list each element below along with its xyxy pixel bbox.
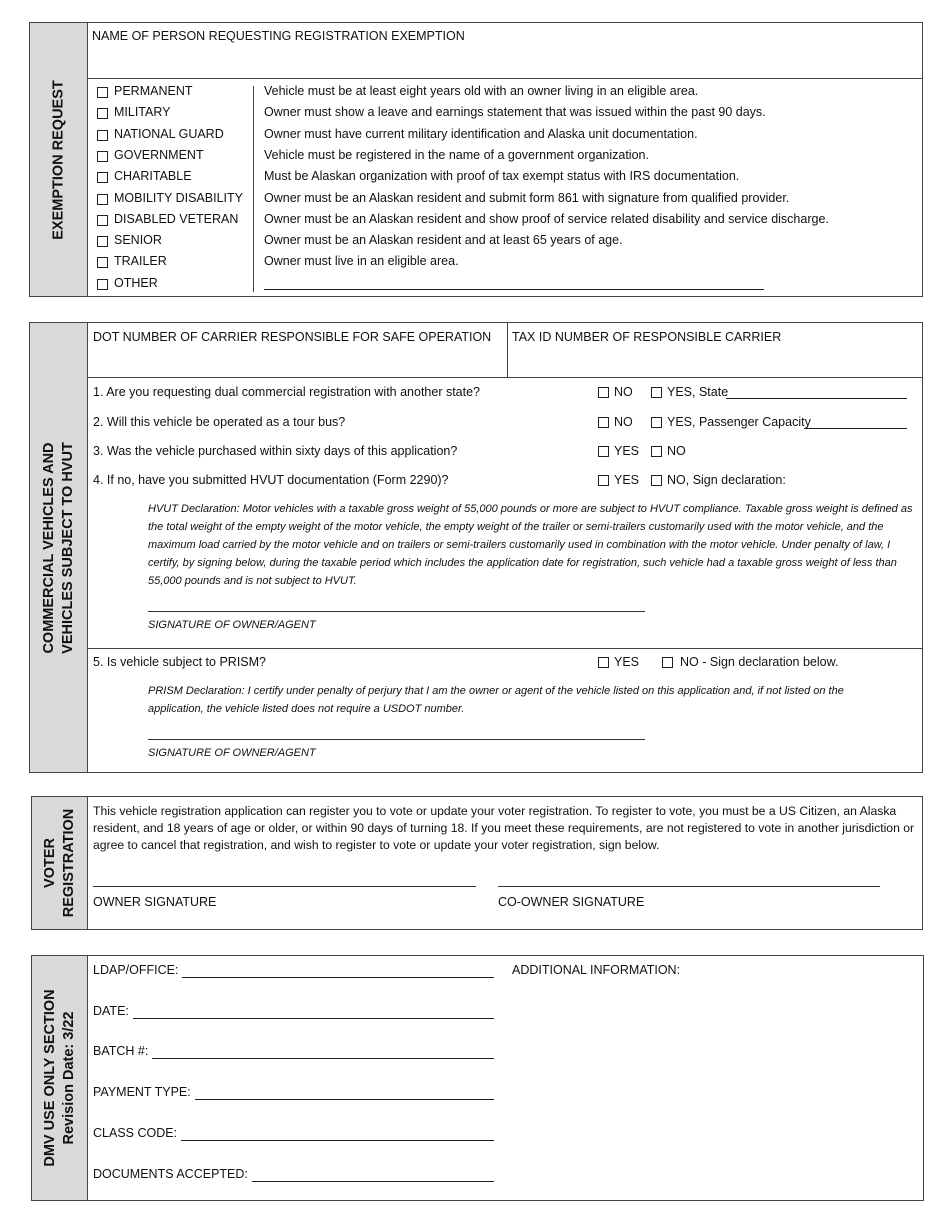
dot-number-label: DOT NUMBER OF CARRIER RESPONSIBLE FOR SAFE OPERATION [93,330,492,344]
hvut-declaration: HVUT Declaration: Motor vehicles with a taxable gross weight of 55,000 pounds or more are subject to HVUT compliance. Taxable gross weight is defined as the total weight of the empty weight of the motor vehicle, the empty weight of the trailer or semi-trailers customarily used with the motor vehicle, and the maximum load carried by the motor vehicle and on trailers or semi-trailers customarily used in combination with the motor vehicle. Under penalty of law, I certify, by signing below, during the taxable period which includes the application date for registration, such vehicle had a taxable gross weight of less than 55,000 pounds and is not subject to HVUT. [148,503,913,587]
additional-info-label: ADDITIONAL INFORMATION: [512,963,681,977]
voter-side-label [41,809,79,917]
question-4: 4. If no, have you submitted HVUT documentation (Form 2290)? [93,473,449,487]
q5-no-checkbox[interactable] [662,657,673,668]
hvut-signature-line[interactable] [148,611,645,612]
dmv-side-label-line2: Revision Date: 3/22 [60,1011,77,1145]
owner-signature-label: OWNER SIGNATURE [93,895,217,909]
exemption-request-section [29,22,923,297]
exemption-requirement: Vehicle must be at least eight years old with an owner living in an eligible area. [264,84,699,98]
exemption-checkbox[interactable] [97,236,108,247]
q1-yes-label: YES, State [667,385,729,399]
exemption-checkbox[interactable] [97,130,108,141]
dmv-field-label: BATCH #: [93,1044,149,1059]
commercial-side-label-line1: COMMERCIAL VEHICLES AND [40,441,57,654]
voter-side-label-line1: VOTER [41,838,58,888]
question-3: 3. Was the vehicle purchased within sixty days of this application? [93,444,458,458]
divider [253,86,254,292]
divider [88,78,922,79]
exemption-requirement: Owner must be an Alaskan resident and submit form 861 with signature from qualified provider. [264,190,790,205]
exemption-type-label: MILITARY [114,105,171,120]
q4-yes-label: YES [614,473,640,487]
exemption-type-label: OTHER [114,275,158,290]
divider [88,377,922,378]
commercial-side-panel [30,323,88,772]
exemption-checkbox[interactable] [97,215,108,226]
passenger-capacity-line[interactable] [804,428,907,429]
exemption-requirement: Owner must show a leave and earnings statement that was issued within the past 90 days. [264,105,766,120]
coowner-signature-label: CO-OWNER SIGNATURE [498,895,645,909]
dmv-field-input-line[interactable] [133,1018,494,1019]
exemption-type-label: DISABLED VETERAN [114,211,239,226]
exemption-checkbox[interactable] [97,194,108,205]
q4-no-checkbox[interactable] [651,475,662,486]
exemption-type-label: NATIONAL GUARD [114,126,224,141]
exemption-type-label: MOBILITY DISABILITY [114,190,243,205]
exemption-requirement: Owner must be an Alaskan resident and show proof of service related disability and service discharge. [264,211,829,226]
commercial-vehicles-section [29,322,923,773]
dmv-side-panel [32,956,88,1200]
exemption-side-label: EXEMPTION REQUEST [50,79,66,240]
exemption-type-label: SENIOR [114,233,162,248]
commercial-side-label-line2: VEHICLES SUBJECT TO HVUT [59,441,76,654]
prism-signature-label: SIGNATURE OF OWNER/AGENT [148,747,316,759]
question-1: 1. Are you requesting dual commercial registration with another state? [93,385,481,399]
exemption-checkbox[interactable] [97,87,108,98]
coowner-signature-line[interactable] [498,886,880,887]
dmv-field-input-line[interactable] [182,977,494,978]
exemption-type-label: CHARITABLE [114,169,192,184]
dmv-field-input-line[interactable] [252,1181,494,1182]
exemption-checkbox[interactable] [97,108,108,119]
q5-yes-label: YES [614,655,640,669]
dmv-side-label-line1: DMV USE ONLY SECTION [41,989,58,1167]
question-2: 2. Will this vehicle be operated as a tour bus? [93,415,346,429]
dmv-field-label: DATE: [93,1003,129,1018]
divider [507,323,508,377]
q1-no-label: NO [614,385,633,399]
exemption-type-label: TRAILER [114,254,167,269]
exemption-side-panel [30,23,88,296]
voter-side-panel [32,797,88,929]
exemption-checkbox[interactable] [97,279,108,290]
q2-yes-label: YES, Passenger Capacity [667,415,811,429]
divider [88,648,922,649]
dmv-side-label [41,989,79,1166]
q3-yes-label: YES [614,444,640,458]
dmv-field-input-line[interactable] [195,1099,494,1100]
dmv-field-label: CLASS CODE: [93,1125,178,1140]
name-label: NAME OF PERSON REQUESTING REGISTRATION EXEMPTION [92,29,465,43]
exemption-type-label: PERMANENT [114,84,193,98]
prism-declaration: PRISM Declaration: I certify under penalty of perjury that I am the owner or agent of the vehicle listed on this application and, if not listed on the application, the vehicle listed does not require a USDOT number. [148,685,844,715]
q5-no-label: NO - Sign declaration below. [680,655,839,669]
q1-yes-checkbox[interactable] [651,387,662,398]
exemption-checkbox[interactable] [97,151,108,162]
dmv-field-input-line[interactable] [152,1058,494,1059]
q3-no-label: NO [667,444,686,458]
exemption-checkbox[interactable] [97,257,108,268]
q2-no-label: NO [614,415,633,429]
voter-text: This vehicle registration application can register you to vote or update your voter registration. To register to vote, you must be a US Citizen, an Alaska resident, and 18 years of age or older, or within 90 days of turning 18. If you meet these requirements, are not registered to vote in another jurisdiction or agree to cancel that registration, and wish to register to vote or update your voter registration, sign below. [93,804,915,852]
state-input-line[interactable] [726,398,907,399]
voter-registration-section [31,796,923,930]
q3-no-checkbox[interactable] [651,446,662,457]
exemption-checkbox[interactable] [97,172,108,183]
q3-yes-checkbox[interactable] [598,446,609,457]
exemption-type-label: GOVERNMENT [114,147,204,162]
prism-signature-line[interactable] [148,739,645,740]
q1-no-checkbox[interactable] [598,387,609,398]
exemption-requirement: Must be Alaskan organization with proof of tax exempt status with IRS documentation. [264,169,740,184]
commercial-side-label [40,442,78,654]
hvut-signature-label: SIGNATURE OF OWNER/AGENT [148,619,316,631]
q4-yes-checkbox[interactable] [598,475,609,486]
dmv-field-input-line[interactable] [181,1140,494,1141]
exemption-requirement: Owner must have current military identification and Alaska unit documentation. [264,126,698,141]
dmv-use-only-section [31,955,924,1201]
voter-side-label-line2: REGISTRATION [60,808,77,918]
dmv-field-label: LDAP/OFFICE: [93,963,179,977]
q2-yes-checkbox[interactable] [651,417,662,428]
owner-signature-line[interactable] [93,886,476,887]
q4-no-label: NO, Sign declaration: [667,473,786,487]
tax-id-label: TAX ID NUMBER OF RESPONSIBLE CARRIER [512,330,782,344]
q5-yes-checkbox[interactable] [598,657,609,668]
exemption-requirement: Owner must live in an eligible area. [264,254,459,269]
question-5: 5. Is vehicle subject to PRISM? [93,655,266,669]
exemption-requirement: Owner must be an Alaskan resident and at least 65 years of age. [264,233,623,248]
other-description-line[interactable] [264,289,764,290]
exemption-requirement: Vehicle must be registered in the name of a government organization. [264,147,649,162]
q2-no-checkbox[interactable] [598,417,609,428]
dmv-field-label: PAYMENT TYPE: [93,1085,191,1100]
dmv-field-label: DOCUMENTS ACCEPTED: [93,1166,248,1181]
